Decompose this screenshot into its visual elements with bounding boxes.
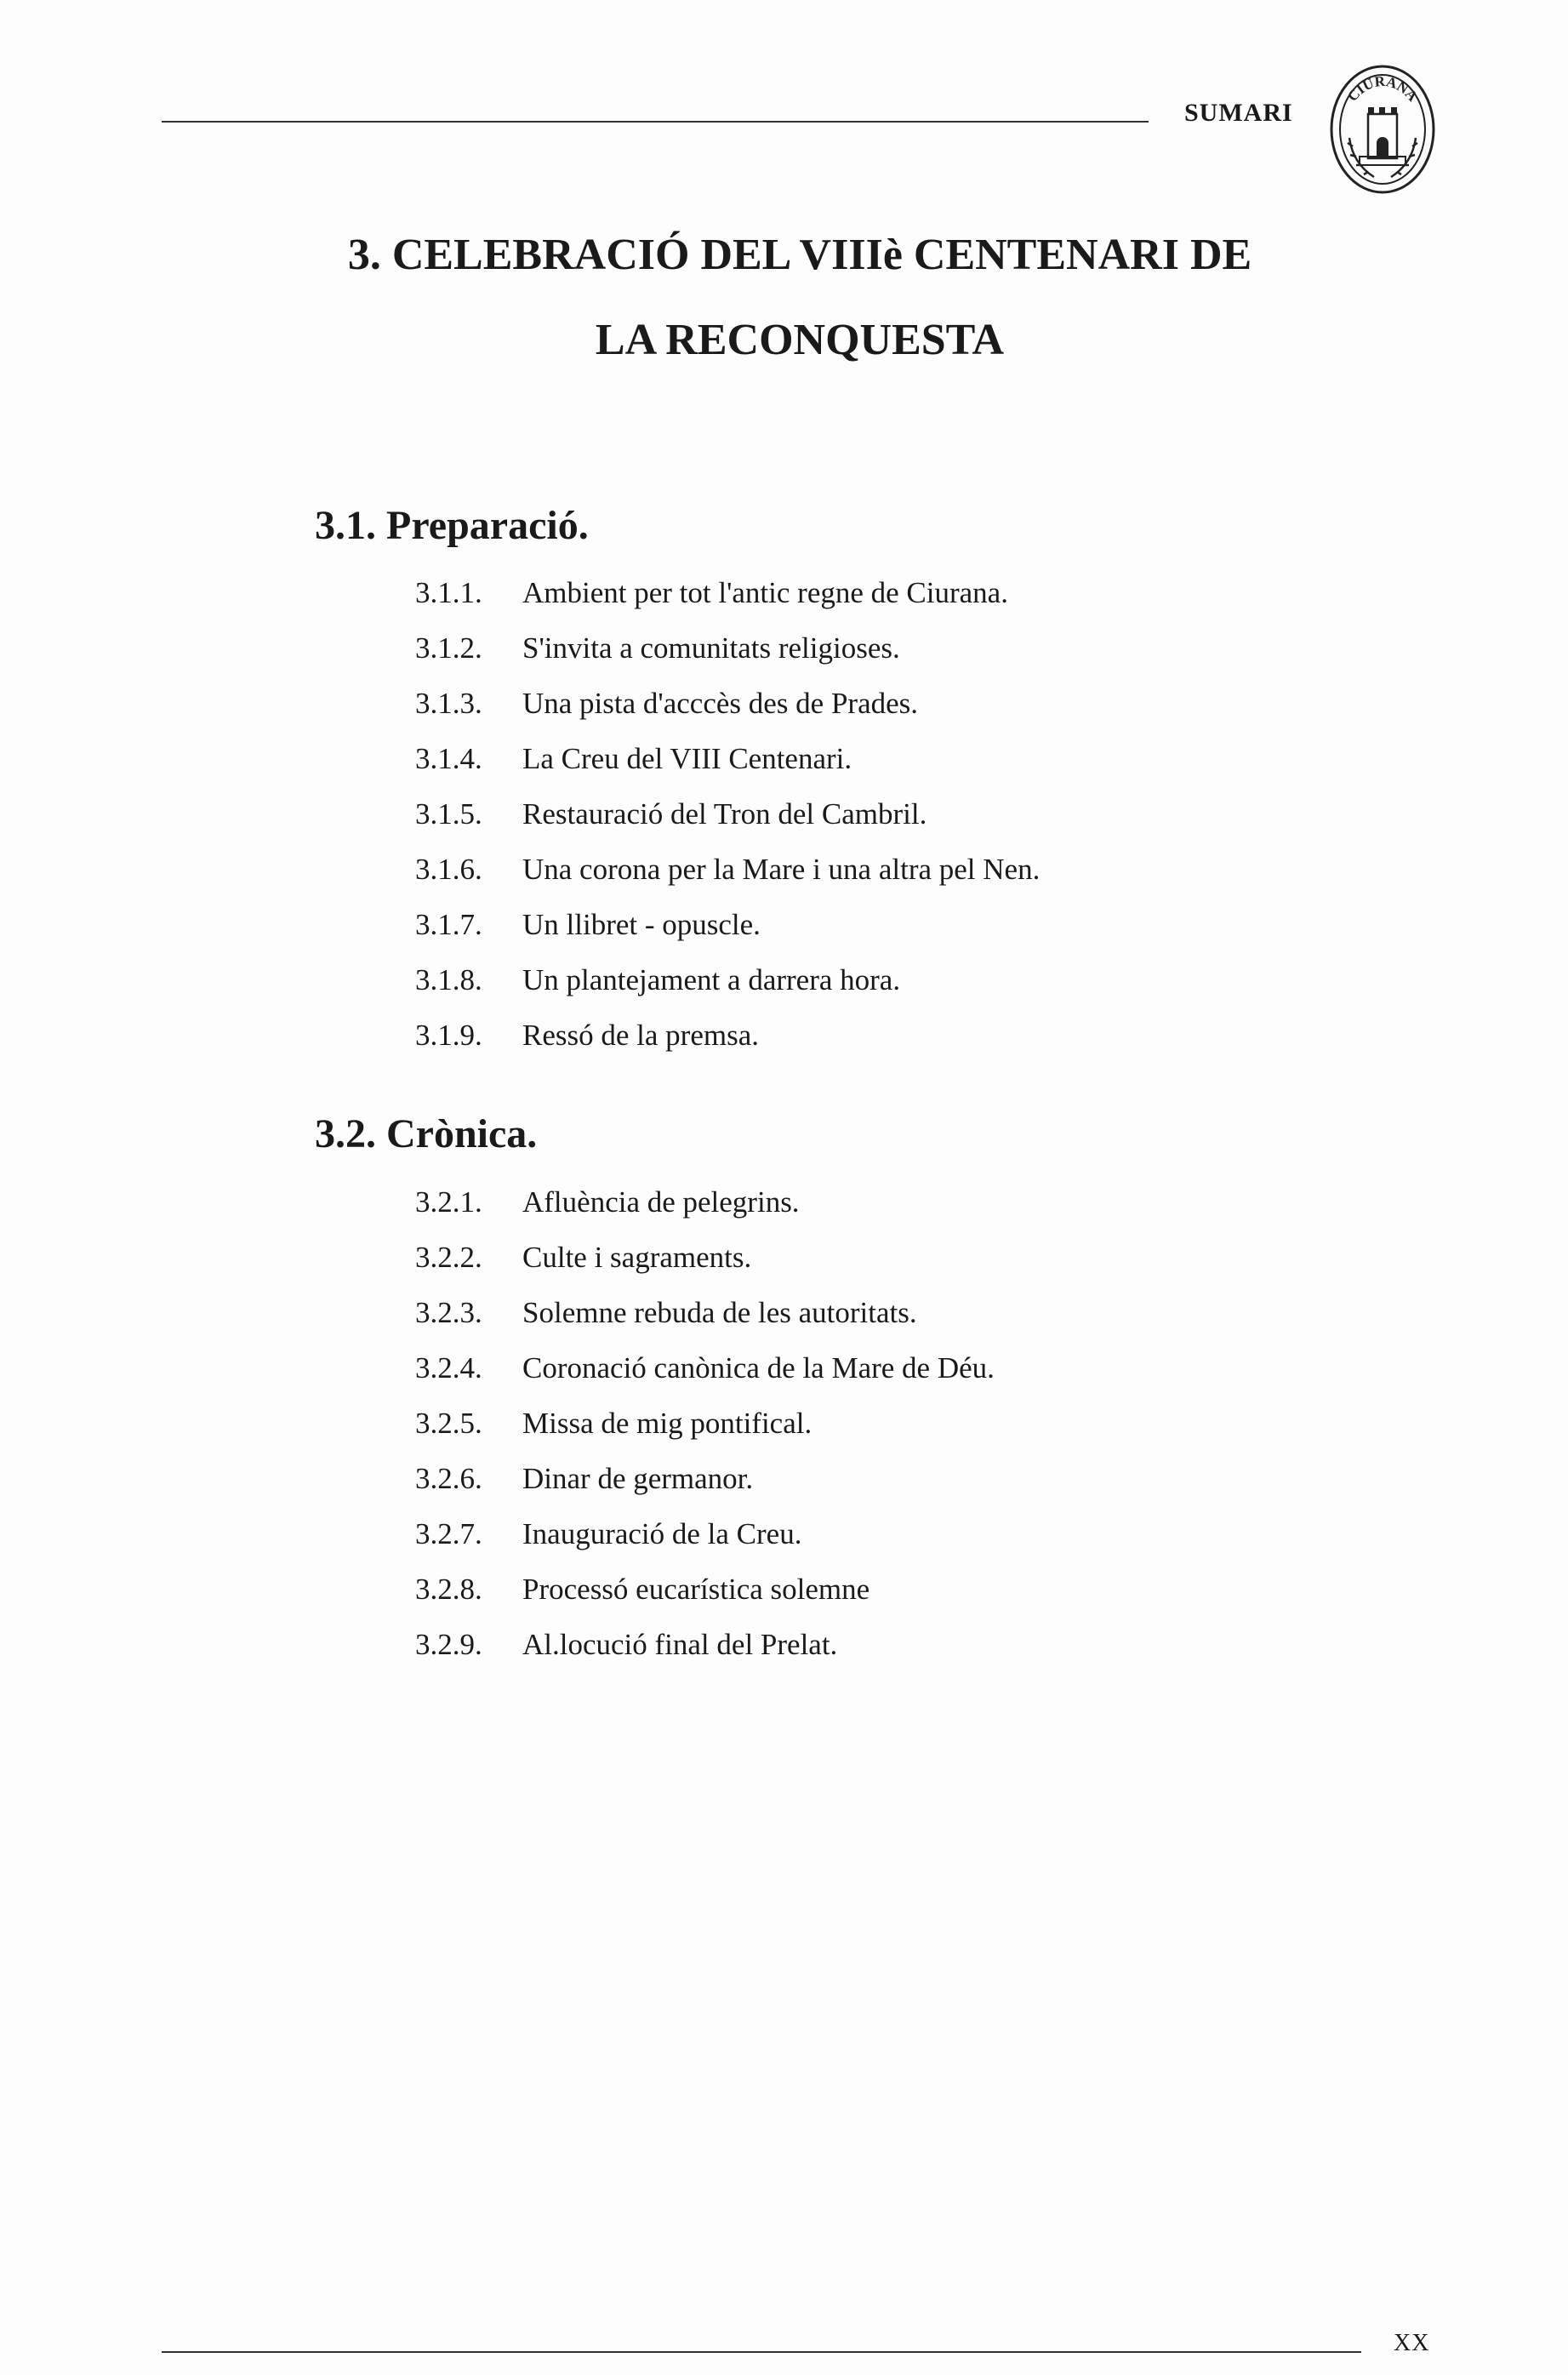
item-number: 3.1.4. [415, 742, 482, 775]
list-item [415, 1396, 995, 1451]
list-item [415, 620, 1040, 676]
chapter-title [238, 213, 1361, 383]
item-number: 3.2.9. [415, 1628, 482, 1661]
list-item [415, 897, 1040, 952]
item-number: 3.1.2. [415, 631, 482, 665]
item-text: Restauració del Tron del Cambril. [522, 797, 927, 831]
item-text: Dinar de germanor. [522, 1462, 754, 1495]
item-text: La Creu del VIII Centenari. [522, 742, 852, 775]
item-number: 3.1.7. [415, 908, 482, 941]
list-item [415, 1285, 995, 1340]
item-number: 3.1.9. [415, 1019, 482, 1052]
item-text: Una corona per la Mare i una altra pel Nen. [522, 853, 1041, 886]
item-number: 3.1.3. [415, 687, 482, 720]
svg-text:CIURANA: CIURANA [1344, 72, 1421, 105]
list-item [415, 676, 1040, 731]
ciurana-seal-logo [1327, 61, 1438, 197]
list-item [415, 1617, 995, 1672]
item-text: Solemne rebuda de les autoritats. [522, 1296, 917, 1329]
page-number: XX [1394, 2330, 1430, 2356]
chapter-title-line-2: LA RECONQUESTA [595, 316, 1005, 364]
item-number: 3.2.5. [415, 1407, 482, 1440]
item-number: 3.1.8. [415, 963, 482, 996]
item-text: Una pista d'acccès des de Prades. [522, 687, 919, 720]
list-item [415, 1506, 995, 1561]
header-label: SUMARI [1184, 99, 1293, 127]
item-text: Inauguració de la Creu. [522, 1517, 802, 1550]
list-item [415, 731, 1040, 786]
item-text: Culte i sagraments. [522, 1241, 752, 1274]
item-text: Ambient per tot l'antic regne de Ciurana. [522, 576, 1008, 609]
item-number: 3.1.5. [415, 797, 482, 831]
list-item [415, 842, 1040, 897]
item-number: 3.2.7. [415, 1517, 482, 1550]
list-item [415, 1174, 995, 1230]
item-number: 3.2.2. [415, 1241, 482, 1274]
item-number: 3.1.6. [415, 853, 482, 886]
list-item [415, 1230, 995, 1285]
item-number: 3.2.8. [415, 1573, 482, 1606]
list-item [415, 1008, 1040, 1063]
item-number: 3.2.6. [415, 1462, 482, 1495]
item-text: Un llibret - opuscle. [522, 908, 761, 941]
item-text: Ressó de la premsa. [522, 1019, 759, 1052]
preparacio-list [415, 565, 1040, 1063]
list-item [415, 1340, 995, 1396]
list-item [415, 1451, 995, 1506]
section-heading-preparacio: 3.1. Preparació. [315, 503, 589, 548]
item-text: Processó eucarística solemne [522, 1573, 870, 1606]
item-text: Coronació canònica de la Mare de Déu. [522, 1351, 995, 1384]
item-number: 3.1.1. [415, 576, 482, 609]
list-item [415, 952, 1040, 1008]
item-text: Missa de mig pontifical. [522, 1407, 813, 1440]
list-item [415, 565, 1040, 620]
list-item [415, 1561, 995, 1617]
item-text: Un plantejament a darrera hora. [522, 963, 901, 996]
list-item [415, 786, 1040, 842]
chapter-title-line-1: 3. CELEBRACIÓ DEL VIIIè CENTENARI DE [347, 231, 1252, 279]
item-text: S'invita a comunitats religioses. [522, 631, 900, 665]
item-text: Al.locució final del Prelat. [522, 1628, 838, 1661]
header-rule [162, 121, 1149, 123]
cronica-list [415, 1174, 995, 1672]
footer-rule [162, 2351, 1361, 2353]
item-text: Afluència de pelegrins. [522, 1185, 800, 1219]
item-number: 3.2.3. [415, 1296, 482, 1329]
section-heading-cronica: 3.2. Crònica. [315, 1111, 538, 1156]
item-number: 3.2.4. [415, 1351, 482, 1384]
item-number: 3.2.1. [415, 1185, 482, 1219]
